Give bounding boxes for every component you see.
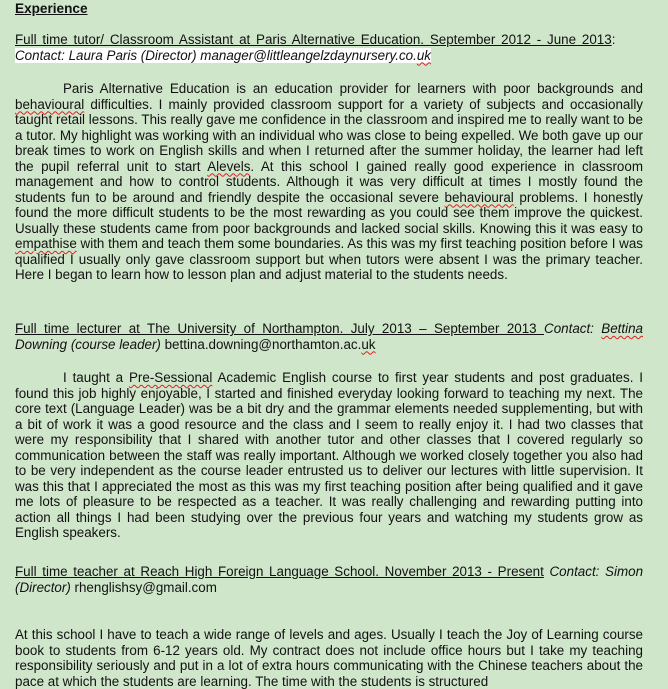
job-entry-header	[15, 32, 643, 63]
job-contact: Contact: Simon (Director)	[15, 564, 644, 595]
job-entry-header	[15, 321, 643, 352]
job-contact: Contact: Bettina Downing (course leader)	[15, 321, 643, 352]
job-title-suffix: :	[611, 32, 616, 47]
spellcheck-word: uk	[416, 47, 431, 63]
job-description: At this school I have to teach a wide range of levels and ages. Usually I teach the Joy of Learning course book to students from 6-12 years old. My contract does not include office hours but I take my teaching responsibility seriously and put in a lot of extra hours communicating with the Chinese teachers about the pace at which the students are learning. The time with the students is structured	[15, 627, 643, 689]
job-description: Paris Alternative Education is an education provider for learners with poor backgrounds and behavioural difficulties. I mainly provided classroom support for a variety of subjects and occasionally taught retail lessons. This really gave me confidence in the classroom and inspired me to really want to be a tutor. My highlight was working with an individual who was close to being expelled. We both gave up our break times to work on English skills and when I returned after the summer holiday, the learner had left the pupil referral unit to start Alevels. At this school I gained really good experience in classroom management and how to control students. Although it was very difficult at times I mostly found the students fun to be around and friendly despite the occasional severe behavioural problems. I honestly found the more difficult students to be the most rewarding as you could see them improve the quickest. Usually these students came from poor backgrounds and lacked social skills. Knowing this it was easy to empathise with them and teach them some boundaries. As this was my first teaching position before I was qualified I usually only gave classroom support but when tutors were absent I was the primary teacher. Here I began to learn how to lesson plan and adjust material to the students needs.	[15, 81, 643, 282]
spellcheck-word: Bettina	[601, 321, 643, 336]
spellcheck-word: uk	[361, 336, 376, 352]
job-contact-email: rhenglishsy@gmail.com	[70, 579, 217, 595]
job-contact-email: bettina.downing@northamton.ac.uk	[160, 336, 376, 352]
spellcheck-word: behavioural	[15, 96, 85, 112]
section-heading: Experience	[15, 1, 88, 16]
job-description: I taught a Pre-Sessional Academic English course to first year students and post graduates. I found this job highly enjoyable, I started and finished everyday looking forward to teaching my next. The core text (Language Leader) was be a bit dry and the grammar elements needed supplementing, but with a bit of work it was a good resource and the class and I seem to really enjoy it. I had two classes that were my responsibility that I shared with another tutor and other classes that I covered regularly so communication between the staff was really important. Although we worked closely together you also had to be very independent as the course leader entrusted us to deliver our lectures with little supervision. It was this that I appreciated the most as this was my first teaching position after being qualified and it gave me lots of pleasure to be respected as a teacher. It was really challenging and rewarding putting into action all things I had been studying over the previous four years and watching my students grow as English speakers.	[15, 370, 643, 540]
spellcheck-word: behavioural	[444, 189, 514, 205]
job-contact: Contact: Laura Paris (Director) manager@littleangelzdaynursery.co.uk	[15, 47, 431, 63]
job-entry-header	[15, 564, 643, 595]
job-title: Full time tutor/ Classroom Assistant at Paris Alternative Education. September 2012 - June 2013	[15, 32, 612, 47]
spellcheck-word: empathise	[15, 236, 77, 251]
spellcheck-word: Pre-Sessional	[128, 370, 213, 385]
job-title: Full time lecturer at The University of Northampton. July 2013 – September 2013	[15, 321, 545, 336]
spellcheck-word: Alevels	[207, 158, 251, 174]
job-title: Full time teacher at Reach High Foreign Language School. November 2013 - Present	[15, 564, 544, 579]
